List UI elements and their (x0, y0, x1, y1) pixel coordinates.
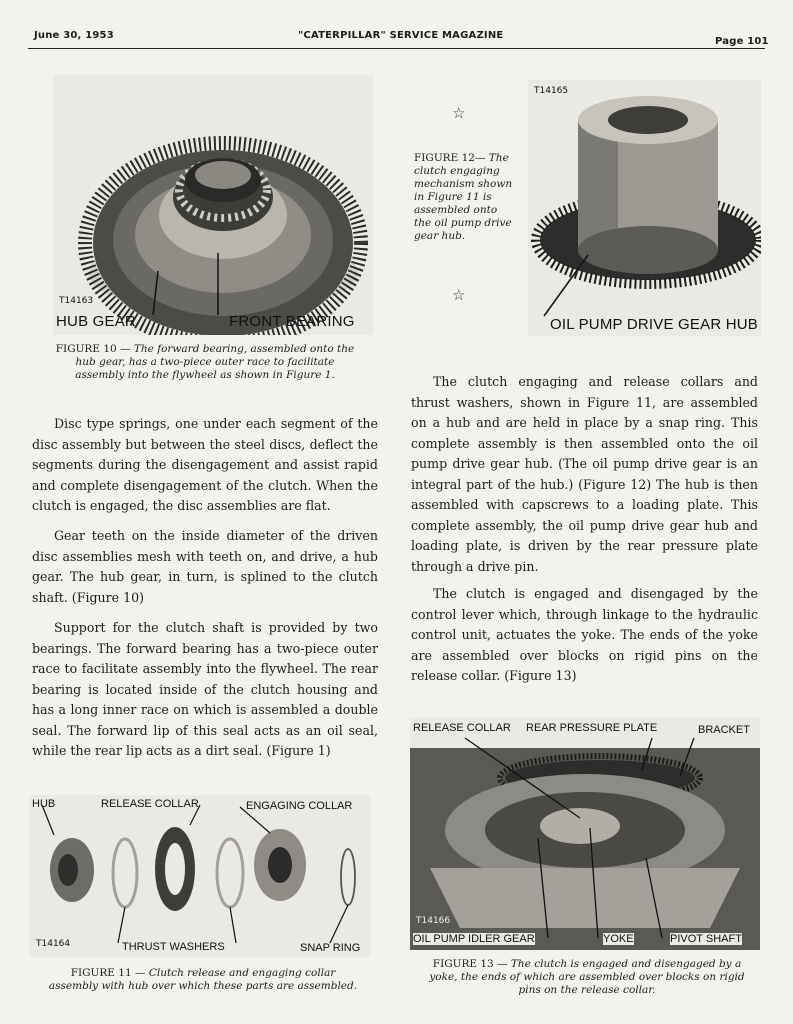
figure-13-label-release-collar: RELEASE COLLAR (413, 722, 511, 734)
figure-13-code: T14166 (416, 916, 451, 926)
oil-pump-drive-gear-illustration (528, 80, 761, 336)
right-paragraph-1: The clutch engaging and release collars and thrust washers, shown in Figure 11, are assembled on a hub and are held in place by a snap ring. This complete assembly is then assembled onto the oil pump drive gear hub. (The oil pump drive gear is an integral part of the hub.) (Figure 12) The hub is then assembled with capscrews to a loading plate. This complete assembly, the oil pump drive gear hub and loading plate, is driven by the rear pressure plate through a drive pin. (411, 374, 758, 574)
figure-12-caption (414, 152, 514, 243)
figure-10-code: T14163 (59, 296, 94, 306)
figure-11-label-release-collar: RELEASE COLLAR (101, 798, 199, 810)
figure-11-caption-text: Clutch release and engaging collar assembly with hub over which these parts are assembled. (48, 967, 358, 992)
figure-12-label-oil-pump-drive-gear-hub: OIL PUMP DRIVE GEAR HUB (550, 316, 758, 333)
figure-10-caption-text: The forward bearing, assembled onto the hub gear, has a two-piece outer race to facilitate assembly into the flywheel as shown in Figure 1. (75, 343, 355, 381)
figure-13-label-pivot-shaft: PIVOT SHAFT (670, 933, 742, 945)
figure-10-photo (53, 75, 373, 335)
figure-10-caption (55, 343, 355, 382)
decorative-star-icon: ☆ (452, 104, 466, 122)
figure-12-photo (528, 80, 761, 336)
figure-11-photo (30, 795, 370, 957)
figure-13-label-yoke: YOKE (603, 933, 634, 945)
hub-gear-illustration (53, 75, 373, 335)
figure-11-label-snap-ring: SNAP RING (300, 942, 361, 954)
figure-10-label-hub-gear: HUB GEAR (56, 313, 136, 330)
figure-12-caption-text: The clutch engaging mechanism shown in Figure 11 is assembled onto the oil pump drive gear hub. (414, 152, 513, 242)
header-date: June 30, 1953 (34, 30, 114, 41)
figure-13-label-bracket: BRACKET (698, 724, 750, 736)
figure-11-label-engaging-collar: ENGAGING COLLAR (246, 800, 353, 812)
figure-12-code: T14165 (534, 86, 569, 96)
figure-13-caption (428, 958, 746, 997)
figure-12-caption-number: FIGURE 12— (414, 152, 486, 164)
left-paragraph-2: Gear teeth on the inside diameter of the driven disc assemblies mesh with teeth on, and drive, a hub gear. The hub gear, in turn, is splined to the clutch shaft. (Figure 10) (32, 528, 378, 605)
figure-13-label-oil-pump-idler-gear: OIL PUMP IDLER GEAR (413, 933, 535, 945)
figure-11-caption-number: FIGURE 11 — (70, 967, 146, 979)
header-magazine-title: "CATERPILLAR" SERVICE MAGAZINE (298, 30, 504, 41)
header-page-number: Page 101 (715, 36, 769, 47)
figure-13-photo (410, 718, 760, 950)
decorative-star-icon-2: ☆ (452, 286, 466, 304)
figure-10-caption-number: FIGURE 10 — (55, 343, 131, 355)
figure-13-caption-text: The clutch is engaged and disengaged by a yoke, the ends of which are assembled over blocks on rigid pins on the release collar. (429, 958, 745, 996)
header-rule (28, 48, 765, 49)
figure-11-code: T14164 (36, 939, 71, 949)
figure-13-label-rear-pressure-plate: REAR PRESSURE PLATE (526, 722, 658, 734)
left-paragraph-3: Support for the clutch shaft is provided by two bearings. The forward bearing has a two-piece outer race to facilitate assembly into the flywheel. The rear bearing is located inside of the clutch housing and has a long inner race on which is assembled a double seal. The forward lip of this seal acts as an oil seal, while the rear lip acts as a dirt seal. (Figure 1) (32, 620, 378, 758)
figure-13-caption-number: FIGURE 13 — (432, 958, 508, 970)
figure-11-caption (48, 967, 358, 993)
figure-10-label-front-bearing: FRONT BEARING (229, 313, 355, 330)
collar-assembly-illustration (30, 795, 370, 957)
clutch-yoke-illustration (410, 718, 760, 950)
right-paragraph-2: The clutch is engaged and disengaged by the control lever which, through linkage to the hydraulic control unit, actuates the yoke. The ends of the yoke are assembled over blocks on rigid pins on the release collar. (Figure 13) (411, 586, 758, 683)
figure-11-label-hub: HUB (32, 798, 56, 810)
figure-11-label-thrust-washers: THRUST WASHERS (122, 941, 225, 953)
left-paragraph-1: Disc type springs, one under each segment of the disc assembly but between the steel discs, deflect the segments during the disengagement and assist rapid and complete disengagement of the clutch. When the clutch is engaged, the disc assemblies are flat. (32, 416, 378, 513)
